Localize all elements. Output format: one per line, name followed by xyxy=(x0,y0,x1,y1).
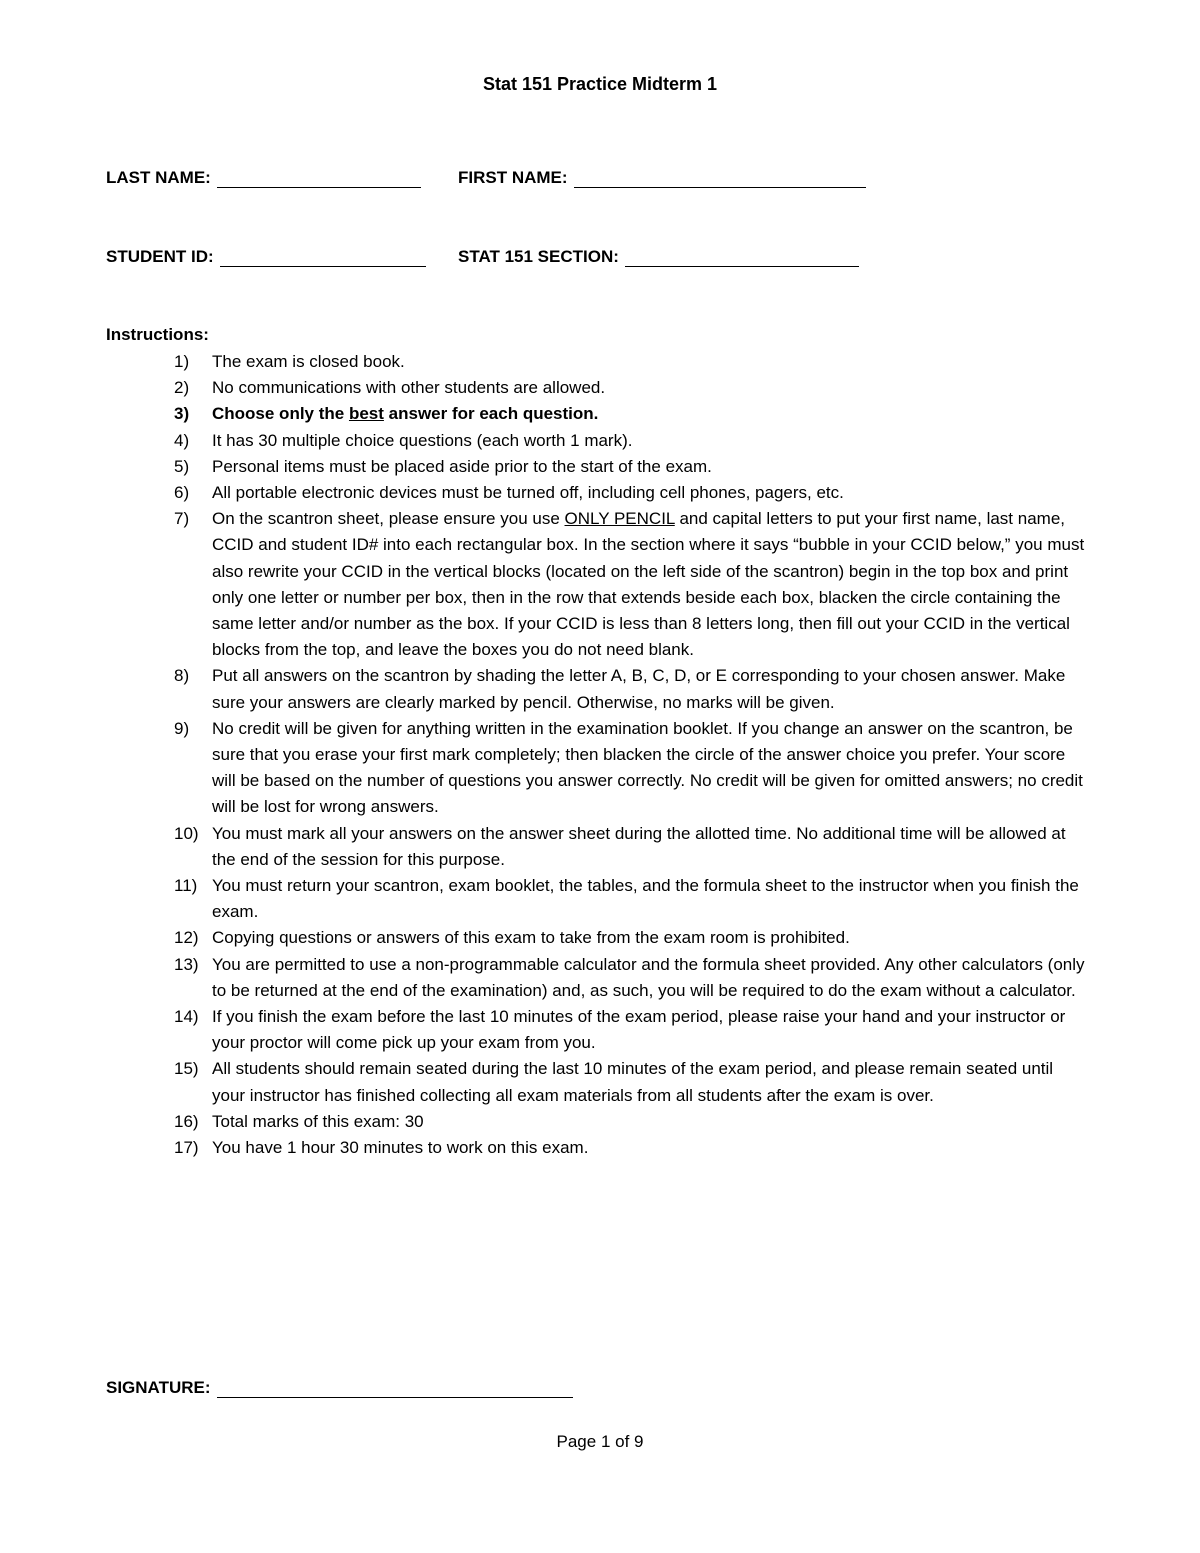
signature-field xyxy=(106,1378,573,1398)
instruction-item xyxy=(106,428,1086,454)
item-text: Copying questions or answers of this exam to take from the exam room is prohibited. xyxy=(212,928,850,948)
item-text: Choose only the xyxy=(212,404,349,424)
first-name-label: FIRST NAME: xyxy=(458,168,568,187)
item-number: 13) xyxy=(174,954,199,974)
item-number: 4) xyxy=(174,430,190,450)
item-text: No communications with other students are allowed. xyxy=(212,378,606,398)
section-label: STAT 151 SECTION: xyxy=(458,247,619,266)
instruction-item xyxy=(106,454,1086,480)
instructions-list xyxy=(106,349,1086,1161)
item-text: All students should remain seated during the last 10 minutes of the exam period, and please remain seated until your instructor has finished collecting all exam materials from all students after the exam is over. xyxy=(212,1059,1054,1105)
instruction-item xyxy=(106,375,1086,401)
instruction-item xyxy=(106,663,1086,715)
item-number: 16) xyxy=(174,1111,199,1131)
page-title: Stat 151 Practice Midterm 1 xyxy=(482,74,718,94)
instruction-item xyxy=(106,873,1086,925)
instruction-item xyxy=(106,401,1086,427)
item-number: 1) xyxy=(174,352,190,371)
item-text: If you finish the exam before the last 10 minutes of the exam period, please raise your hand and your instructor or your proctor will come pick up your exam from you. xyxy=(212,1007,1066,1053)
item-number: 14) xyxy=(174,1007,199,1027)
instruction-item xyxy=(106,349,1086,375)
instruction-item xyxy=(106,821,1086,873)
item-number: 10) xyxy=(174,823,199,843)
section-line xyxy=(625,248,859,267)
item-emphasis: ONLY PENCIL xyxy=(564,509,675,529)
item-text: Total marks of this exam: 30 xyxy=(212,1111,424,1131)
item-number: 8) xyxy=(174,666,190,686)
item-number: 3) xyxy=(174,404,190,424)
item-text: Put all answers on the scantron by shading the letter A, B, C, D, or E corresponding to your chosen answer. Make sure your answers are clearly marked by pencil. Otherwise, no marks will be given. xyxy=(212,666,1066,712)
item-number: 15) xyxy=(174,1059,199,1079)
item-number: 5) xyxy=(174,456,190,476)
item-number: 2) xyxy=(174,378,190,398)
item-text: answer for each question. xyxy=(383,404,599,424)
item-text: and capital letters to put your first name, last name, CCID and student ID# into each rectangular box. In the section where it says “bubble in your CCID below,” you must also rewrite your CCID in the vertical blocks (located on the left side of the scantron) begin in the top box and print only one letter or number per box, then in the row that extends beside each box, blacken the circle containing the same letter and/or number as the box. If your CCID is less than 8 letters long, then fill out your CCID in the vertical blocks from the top, and leave the boxes you do not need blank. xyxy=(212,509,1085,660)
item-emphasis: best xyxy=(348,404,384,424)
item-text: You are permitted to use a non-programmable calculator and the formula sheet provided. Any other calculators (only to be returned at the end of the examination) and, as such, you will be required to do the exam without a calculator. xyxy=(212,954,1085,1000)
item-text: No credit will be given for anything written in the examination booklet. If you change an answer on the scantron, be sure that you erase your first mark completely; then blacken the circle of the answer choice you prefer. Your score will be based on the number of questions you answer correctly. No credit will be given for omitted answers; no credit will be lost for wrong answers. xyxy=(212,718,1083,817)
instruction-item xyxy=(106,952,1086,1004)
item-text: You must mark all your answers on the answer sheet during the allotted time. No additional time will be allowed at the end of the session for this purpose. xyxy=(212,823,1066,869)
instruction-item xyxy=(106,1004,1086,1056)
instruction-item xyxy=(106,506,1086,663)
last-name-label: LAST NAME: xyxy=(106,168,211,187)
student-id-line xyxy=(220,248,426,267)
first-name-field xyxy=(458,168,866,188)
signature-label: SIGNATURE: xyxy=(106,1378,211,1397)
last-name-field xyxy=(106,168,421,188)
instruction-item xyxy=(106,1056,1086,1108)
item-number: 12) xyxy=(174,928,199,948)
item-text: All portable electronic devices must be turned off, including cell phones, pagers, etc. xyxy=(212,483,844,503)
item-text: You must return your scantron, exam booklet, the tables, and the formula sheet to the instructor when you finish the exam. xyxy=(212,876,1079,922)
instruction-item xyxy=(106,925,1086,951)
item-text: Personal items must be placed aside prior to the start of the exam. xyxy=(212,456,712,476)
instruction-item xyxy=(106,1109,1086,1135)
item-number: 9) xyxy=(174,718,190,738)
signature-line xyxy=(217,1379,573,1398)
item-text: On the scantron sheet, please ensure you use xyxy=(212,509,565,529)
item-text: You have 1 hour 30 minutes to work on this exam. xyxy=(212,1138,589,1158)
student-id-label: STUDENT ID: xyxy=(106,247,214,266)
item-text: The exam is closed book. xyxy=(212,352,405,371)
item-text: It has 30 multiple choice questions (each worth 1 mark). xyxy=(212,430,633,450)
student-id-field xyxy=(106,247,426,267)
last-name-line xyxy=(217,169,421,188)
page-number: Page 1 of 9 xyxy=(556,1432,644,1451)
instructions-heading: Instructions: xyxy=(106,325,209,344)
item-number: 17) xyxy=(174,1138,199,1158)
instruction-item xyxy=(106,480,1086,506)
section-field xyxy=(458,247,859,267)
first-name-line xyxy=(574,169,866,188)
item-number: 6) xyxy=(174,483,190,503)
item-number: 11) xyxy=(174,876,198,896)
item-number: 7) xyxy=(174,509,190,529)
instruction-item xyxy=(106,1135,1086,1161)
instruction-item xyxy=(106,716,1086,821)
